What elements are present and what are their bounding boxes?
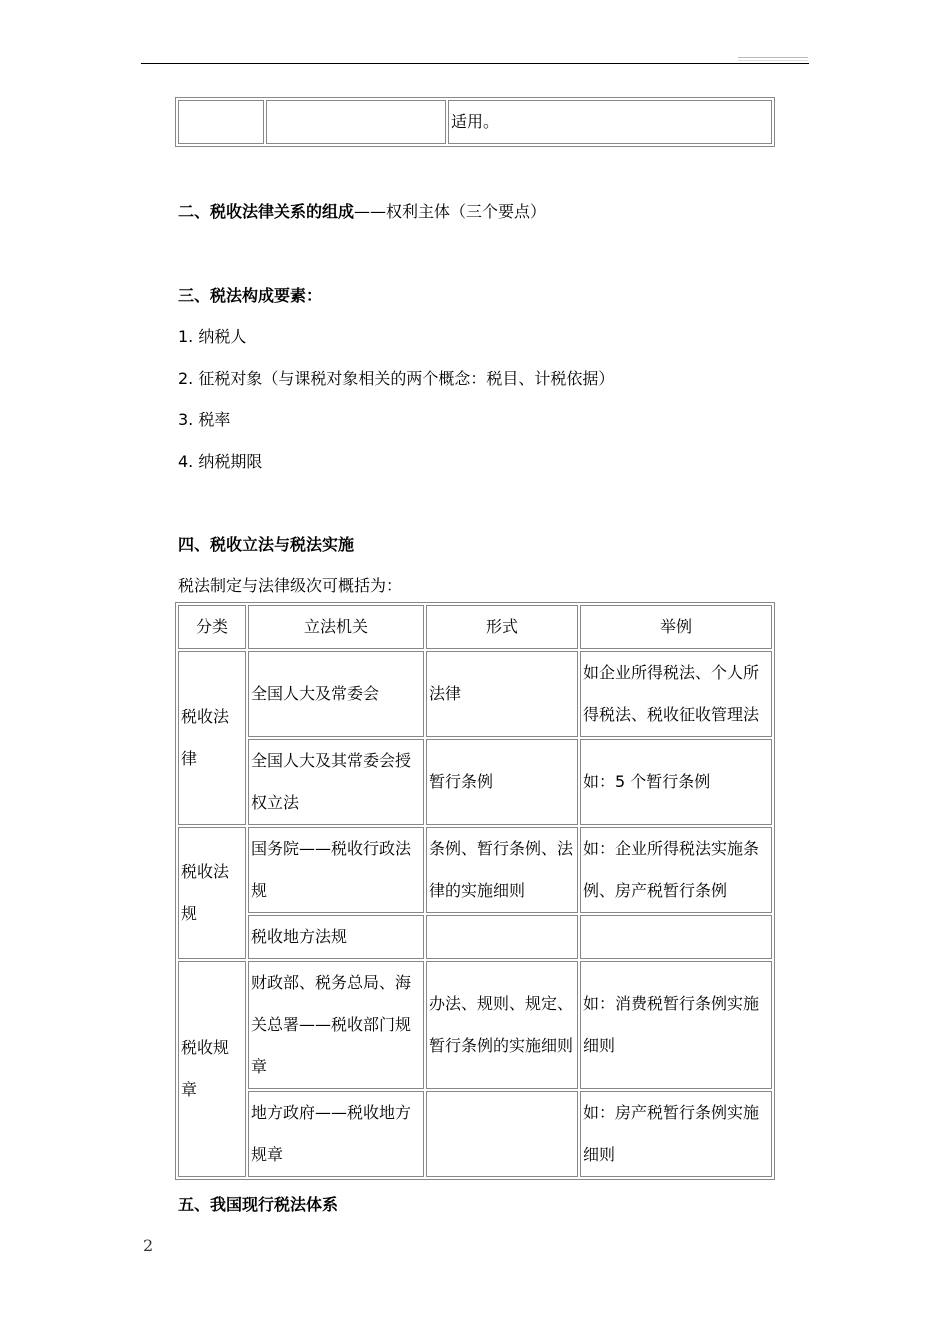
form-cell [426,1091,578,1177]
list-item: 2. 征税对象（与课税对象相关的两个概念：税目、计税依据） [178,369,615,388]
section-2-heading [178,199,546,222]
list-item: 3. 税率 [178,410,231,429]
form-cell: 法律 [426,651,578,737]
form-cell: 条例、暂行条例、法律的实施细则 [426,827,578,913]
organ-cell: 地方政府——税收地方规章 [248,1091,424,1177]
example-cell: 如：5 个暂行条例 [580,739,772,825]
table-row [178,1091,772,1177]
list-item: 4. 纳税期限 [178,452,263,471]
continued-table [175,97,775,147]
section-4-intro: 税法制定与法律级次可概括为： [178,576,403,595]
legislation-table [175,602,775,1180]
table-row [178,915,772,959]
table-row [178,961,772,1089]
organ-cell: 全国人大及其常委会授权立法 [248,739,424,825]
table-row [178,827,772,913]
category-cell: 税收法律 [178,651,246,825]
header-mark-2 [738,60,808,61]
table-row [178,651,772,737]
section-4-heading: 四、税收立法与税法实施 [178,535,355,554]
example-cell: 如：消费税暂行条例实施细则 [580,961,772,1089]
organ-cell: 税收地方法规 [248,915,424,959]
organ-cell: 财政部、税务总局、海关总署——税收部门规章 [248,961,424,1089]
example-cell: 如：房产税暂行条例实施细则 [580,1091,772,1177]
form-cell: 暂行条例 [426,739,578,825]
example-cell: 如企业所得税法、个人所得税法、税收征收管理法 [580,651,772,737]
section-3-heading: 三、税法构成要素： [178,286,323,305]
column-header: 立法机关 [248,605,424,649]
table-cell [266,100,446,144]
category-cell: 税收规章 [178,961,246,1177]
form-cell [426,915,578,959]
example-cell: 如：企业所得税法实施条例、房产税暂行条例 [580,827,772,913]
table-header-row [178,605,772,649]
table-row [178,100,772,144]
header-mark [738,57,808,58]
organ-cell: 国务院——税收行政法规 [248,827,424,913]
table-row [178,739,772,825]
form-cell: 办法、规则、规定、暂行条例的实施细则 [426,961,578,1089]
header-rule [141,63,809,64]
section-2-title-rest: ——权利主体（三个要点） [354,202,547,221]
section-2-title-bold: 二、税收法律关系的组成 [178,202,355,221]
organ-cell: 全国人大及常委会 [248,651,424,737]
column-header: 举例 [580,605,772,649]
table-cell: 适用。 [448,100,772,144]
section-5-heading: 五、我国现行税法体系 [178,1195,339,1214]
page-number: 2 [143,1236,154,1255]
category-cell: 税收法规 [178,827,246,959]
column-header: 形式 [426,605,578,649]
example-cell [580,915,772,959]
list-item: 1. 纳税人 [178,327,247,346]
column-header: 分类 [178,605,246,649]
table-cell [178,100,264,144]
